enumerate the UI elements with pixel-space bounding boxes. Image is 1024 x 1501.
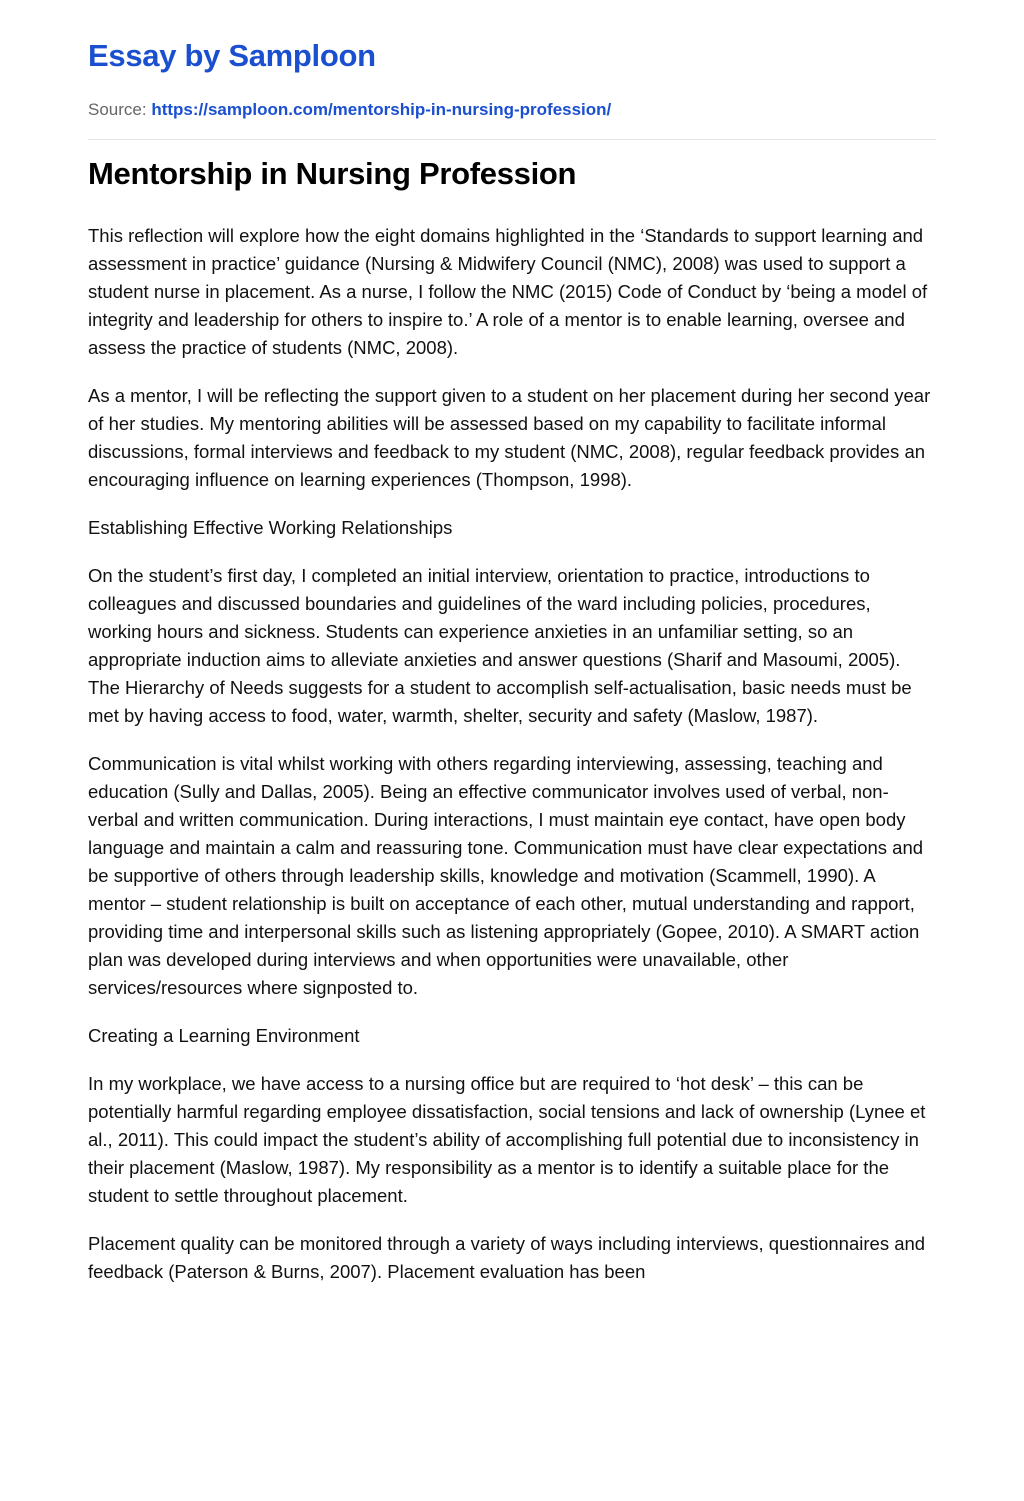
essay-title: Mentorship in Nursing Profession <box>88 156 577 191</box>
section-heading: Creating a Learning Environment <box>88 1025 360 1046</box>
site-title: Essay by Samploon <box>88 38 376 73</box>
paragraph: This reflection will explore how the eight domains highlighted in the ‘Standards to support learning and assessment in practice’ guidance (Nursing & Midwifery Council (NMC), 2008) was used to support a student nurse in placement. As a nurse, I follow the NMC (2015) Code of Conduct by ‘being a model of integrity and leadership for others to inspire to.’ A role of a mentor is to enable learning, oversee and assess the practice of students (NMC, 2008). <box>88 225 928 358</box>
paragraph: Placement quality can be monitored through a variety of ways including interviews, questionnaires and feedback (Paterson & Burns, 2007). Placement evaluation has been <box>88 1233 926 1282</box>
section-heading: Establishing Effective Working Relationships <box>88 517 453 538</box>
source-line <box>88 98 936 122</box>
source-label: Source: <box>88 100 147 119</box>
paragraph: In my workplace, we have access to a nursing office but are required to ‘hot desk’ – this can be potentially harmful regarding employee dissatisfaction, social tensions and lack of ownership (Lynee et al., 2011). This could impact the student’s ability of accomplishing full potential due to inconsistency in their placement (Maslow, 1987). My responsibility as a mentor is to identify a suitable place for the student to settle throughout placement. <box>88 1073 926 1206</box>
paragraph: On the student’s first day, I completed an initial interview, orientation to practice, introductions to colleagues and discussed boundaries and guidelines of the ward including policies, procedures, working hours and sickness. Students can experience anxieties in an unfamiliar setting, so an appropriate induction aims to alleviate anxieties and answer questions (Sharif and Masoumi, 2005). The Hierarchy of Needs suggests for a student to accomplish self-actualisation, basic needs must be met by having access to food, water, warmth, shelter, security and safety (Maslow, 1987). <box>88 565 912 726</box>
source-link[interactable]: https://samploon.com/mentorship-in-nursing-profession/ <box>151 100 612 119</box>
essay-body <box>88 222 936 1286</box>
divider <box>88 139 936 140</box>
paragraph: Communication is vital whilst working with others regarding interviewing, assessing, teaching and education (Sully and Dallas, 2005). Being an effective communicator involves used of verbal, non-verbal and written communication. During interactions, I must maintain eye contact, have open body language and maintain a calm and reassuring tone. Communication must have clear expectations and be supportive of others through leadership skills, knowledge and motivation (Scammell, 1990). A mentor – student relationship is built on acceptance of each other, mutual understanding and rapport, providing time and interpersonal skills such as listening appropriately (Gopee, 2010). A SMART action plan was developed during interviews and when opportunities were unavailable, other services/resources where signposted to. <box>88 753 924 998</box>
paragraph: As a mentor, I will be reflecting the support given to a student on her placement during her second year of her studies. My mentoring abilities will be assessed based on my capability to facilitate informal discussions, formal interviews and feedback to my student (NMC, 2008), regular feedback provides an encouraging influence on learning experiences (Thompson, 1998). <box>88 385 931 490</box>
